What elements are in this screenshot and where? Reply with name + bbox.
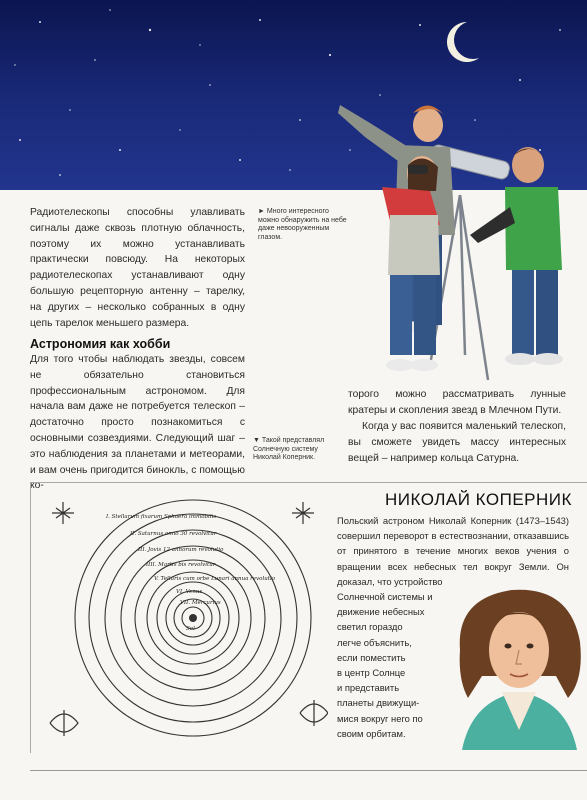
caption-copernicus-system: ▼ Такой представлял Солнечную систему Николай Коперник. bbox=[253, 437, 325, 462]
narrow-line: светил гораздо bbox=[337, 621, 403, 633]
ornament-top-right bbox=[292, 502, 314, 524]
label-saturn: II. Saturnus anno 30 revolvitur bbox=[130, 531, 217, 537]
copernicus-narrow-column bbox=[337, 589, 457, 741]
copernicus-portrait bbox=[452, 580, 587, 750]
narrow-line: и представить bbox=[337, 682, 400, 694]
label-jupiter: III. Jovis 12 annorum revolutio bbox=[138, 547, 224, 553]
narrow-line: своим орбитам. bbox=[337, 727, 406, 739]
narrow-line: мися вокруг него по bbox=[337, 712, 423, 724]
label-sun: Sol bbox=[186, 626, 195, 632]
narrow-line: движение небесных bbox=[337, 606, 425, 618]
copernicus-paragraph: Польский астроном Николай Коперник (1473–1543) совершил переворот в естествознании, отказавшись от принятого в течение многих веков учения о вращении всех небесных тел вокруг Земли. Он доказал, что устройство bbox=[337, 515, 569, 587]
sun-mark bbox=[189, 614, 197, 622]
children-telescope-illustration bbox=[310, 95, 587, 385]
crescent-moon-icon bbox=[445, 20, 481, 64]
label-earth: V. Telluris cum orbe Lunari annua revolutio bbox=[154, 576, 276, 582]
ornament-bottom-left bbox=[50, 710, 78, 736]
copernicus-title: НИКОЛАЙ КОПЕРНИК bbox=[385, 490, 572, 509]
narrow-line: если поместить bbox=[337, 651, 406, 663]
hobby-paragraph-left: Для того чтобы наблюдать звезды, совсем не обязательно становиться профессиональным астрономом. Для начала вам даже не потребуется телескоп – достаточно просто познакомиться с основными созвездиями. Следующий шаг – это наблюдения за планетами и метеорами, и вам очень пригодится бинокль, с помощью ко- bbox=[30, 354, 245, 492]
footer-rule bbox=[30, 770, 587, 771]
narrow-line: легче объяснить, bbox=[337, 636, 412, 648]
narrow-line: планеты движущи- bbox=[337, 697, 420, 709]
caption-naked-eye: ► Много интересного можно обнаружить на небе даже невооруженным глазом. bbox=[258, 208, 347, 241]
hobby-paragraph-right-1: торого можно рассматривать лунные кратеры и скопления звезд в Млечном Пути. bbox=[348, 389, 566, 416]
copernican-system-diagram bbox=[38, 488, 328, 750]
section-heading-hobby: Астрономия как хобби bbox=[30, 337, 171, 351]
radio-telescope-paragraph: Радиотелескопы способны улавливать сигналы даже сквозь плотную облачность, поэтому их можно устанавливать практически повсюду. На некоторых радиотелескопах устанавливают одну большую рецепторную антенну – тарелку, на других – несколько собранных в одну цепь тарелок меньшего размера. bbox=[30, 207, 245, 329]
ornament-top-left bbox=[52, 502, 74, 524]
label-venus: VI. Venus bbox=[176, 589, 203, 595]
label-mars: IIII. Martis bis revolvitur bbox=[146, 562, 216, 568]
narrow-line: в центр Солнце bbox=[337, 667, 406, 679]
narrow-line: Солнечной системы и bbox=[337, 591, 433, 602]
ornament-bottom-right bbox=[300, 700, 328, 726]
hobby-paragraph-right-2: Когда у вас появится маленький телескоп, вы сможете увидеть массу интересных вещей – например кольца Сатурна. bbox=[348, 421, 566, 464]
label-mercury: VII. Mercurius bbox=[180, 600, 221, 606]
label-fixed-stars: I. Stellarum fixarum Sphaera immobilis bbox=[106, 514, 217, 520]
